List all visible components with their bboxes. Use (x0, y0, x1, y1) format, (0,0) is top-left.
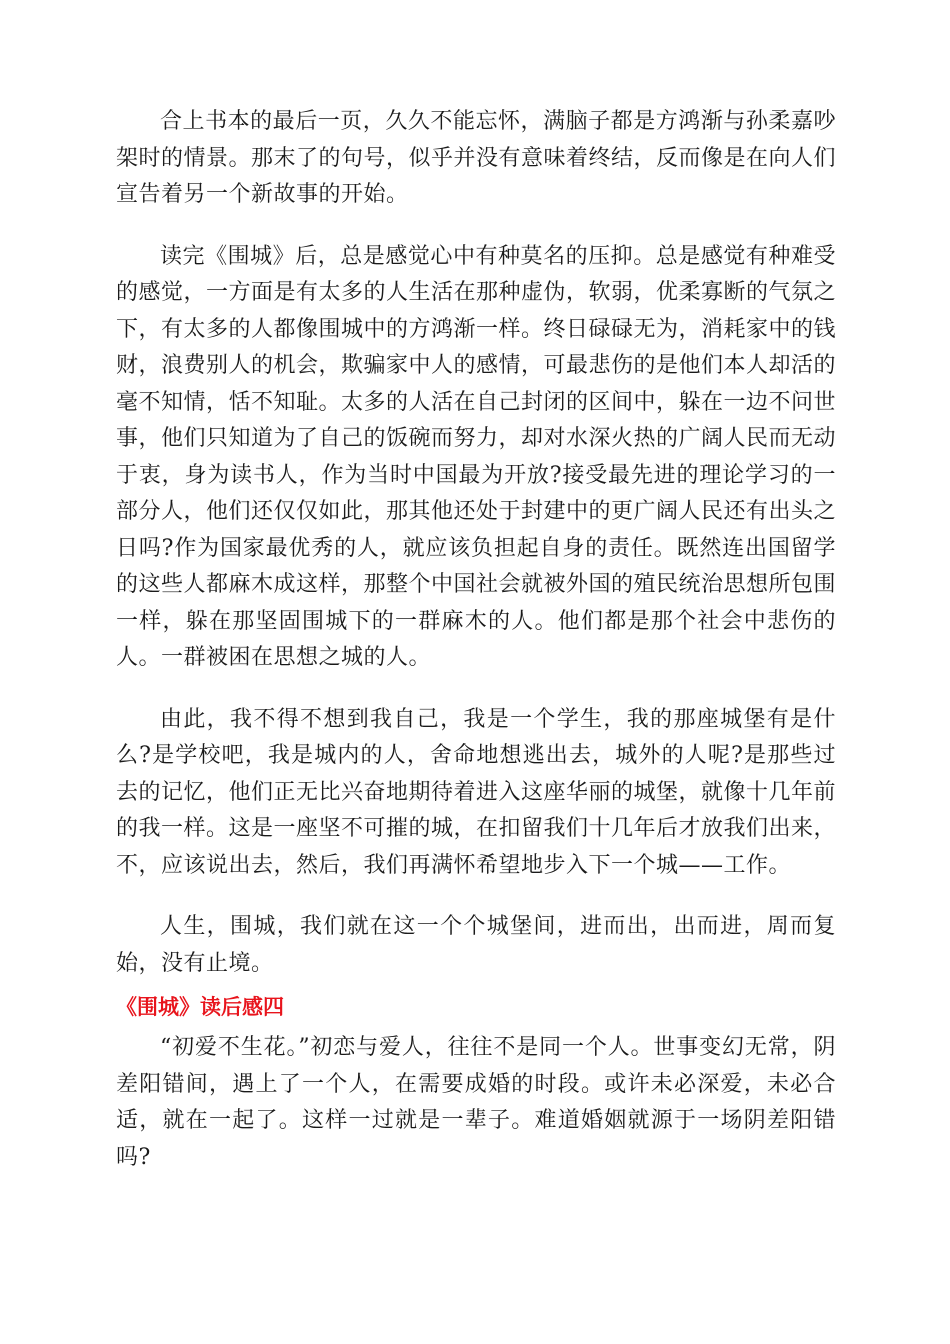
paragraph-reflection: 读完《围城》后，总是感觉心中有种莫名的压抑。总是感觉有种难受的感觉，一方面是有太多的人生活在那种虚伪，软弱，优柔寡断的气氛之下，有太多的人都像围城中的方鸿渐一样。终日碌碌无为，消耗家中的钱财，浪费别人的机会，欺骗家中人的感情，可最悲伤的是他们本人却活的毫不知情，恬不知耻。太多的人活在自己封闭的区间中，躲在一边不问世事，他们只知道为了自己的饭碗而努力，却对水深火热的广阔人民而无动于衷，身为读书人，作为当时中国最为开放?接受最先进的理论学习的一部分人，他们还仅仅如此，那其他还处于封建中的更广阔人民还有出头之日吗?作为国家最优秀的人，就应该负担起自身的责任。既然连出国留学的这些人都麻木成这样，那整个中国社会就被外国的殖民统治思想所包围一样，躲在那坚固围城下的一群麻木的人。他们都是那个社会中悲伤的人。一群被困在思想之城的人。 (116, 243, 837, 670)
paragraph-first-love: “初爱不生花。”初恋与爱人，往往不是同一个人。世事变幻无常，阴差阳错间，遇上了一个人，在需要成婚的时段。或许未必深爱，未必合适，就在一起了。这样一过就是一辈子。难道婚姻就源于一场阴差阳错吗? (116, 1035, 836, 1170)
paragraph-personal: 由此，我不得不想到我自己，我是一个学生，我的那座城堡有是什么?是学校吧，我是城内的人，舍命地想逃出去，城外的人呢?是那些过去的记忆，他们正无比兴奋地期待着进入这座华丽的城堡，就像十几年前的我一样。这是一座坚不可摧的城，在扣留我们十几年后才放我们出来，不，应该说出去，然后，我们再满怀希望地步入下一个城——工作。 (116, 706, 837, 878)
section-heading: 《围城》读后感四 (116, 995, 284, 1019)
paragraph-closing-book: 合上书本的最后一页，久久不能忘怀，满脑子都是方鸿渐与孙柔嘉吵架时的情景。那末了的句号，似乎并没有意味着终结，反而像是在向人们宣告着另一个新故事的开始。 (116, 109, 837, 207)
paragraph-conclusion: 人生，围城，我们就在这一个个城堡间，进而出，出而进，周而复始，没有止境。 (116, 914, 836, 976)
document-body (116, 104, 836, 1201)
